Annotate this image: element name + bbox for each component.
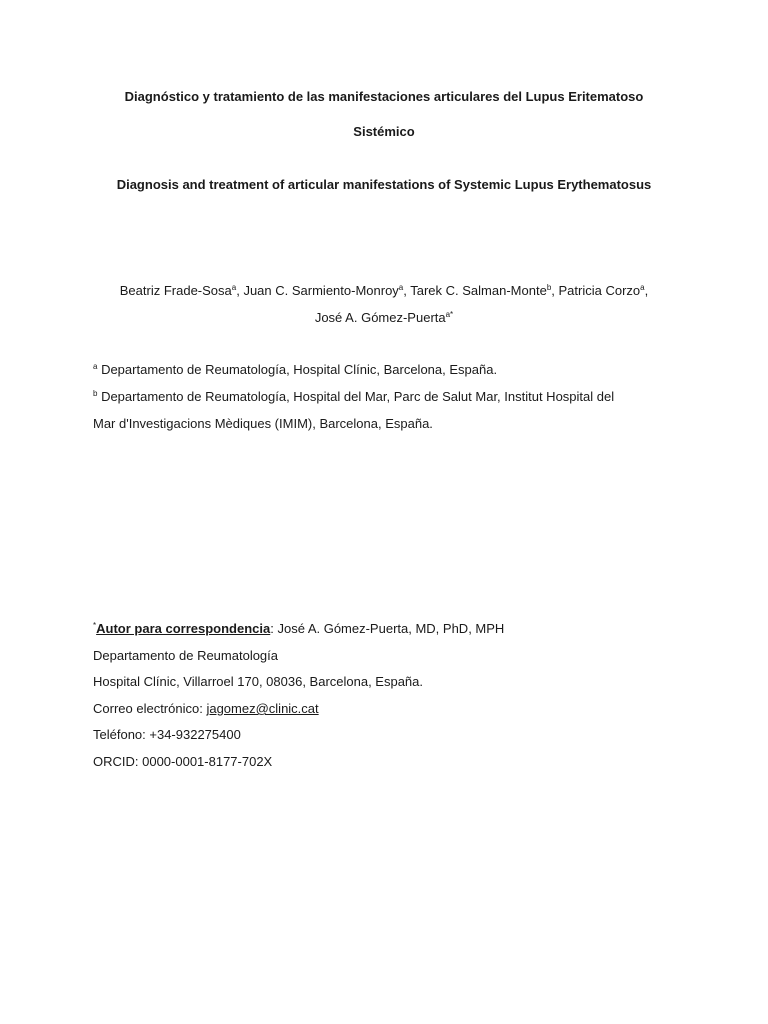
author-affiliation-mark: a [231,283,237,292]
author-separator: , [551,283,559,298]
author-affiliation-mark: a [398,283,404,292]
author-separator: , [644,283,649,298]
author-name: Patricia Corzo [558,283,641,298]
author-name: Juan C. Sarmiento-Monroy [243,283,399,298]
affiliation-mark: b [93,389,98,398]
author-name: Tarek C. Salman-Monte [410,283,547,298]
correspondence-phone: Teléfono: +34-932275400 [93,727,241,742]
affiliation-text: Departamento de Reumatología, Hospital Clínic, Barcelona, España. [97,362,498,377]
correspondence-orcid: ORCID: 0000-0001-8177-702X [93,754,273,769]
title-english: Diagnosis and treatment of articular manifestations of Systemic Lupus Erythematosus [116,177,652,192]
authors-line-1 [0,283,768,299]
affiliation-mark: a [93,362,98,371]
author-affiliation-mark: a [640,283,645,292]
author-affiliation-mark: a* [445,310,454,319]
title-spanish-line-1: Diagnóstico y tratamiento de las manifestaciones articulares del Lupus Eritematoso [124,89,644,104]
correspondence-mark: * [93,621,97,630]
affiliation-text: Departamento de Reumatología, Hospital del Mar, Parc de Salut Mar, Institut Hospital del [97,389,615,404]
correspondence-author [93,621,504,637]
correspondence-address: Hospital Clínic, Villarroel 170, 08036, Barcelona, España. [93,674,424,689]
author-separator: , [403,283,411,298]
affiliation-a [93,362,497,378]
correspondence-label: Autor para correspondencia [96,621,271,636]
author-affiliation-mark: b [546,283,552,292]
affiliation-b-line-1 [93,389,614,405]
author-name: José A. Gómez-Puerta [314,310,446,325]
affiliation-b-line-2: Mar d'Investigacions Mèdiques (IMIM), Barcelona, España. [93,416,433,431]
correspondence-name: : José A. Gómez-Puerta, MD, PhD, MPH [270,621,505,636]
email-label: Correo electrónico: [93,701,207,716]
correspondence-department: Departamento de Reumatología [93,648,279,663]
title-spanish-line-2: Sistémico [353,124,415,139]
correspondence-email-line [93,701,319,717]
authors-line-2 [0,310,768,326]
author-name: Beatriz Frade-Sosa [119,283,232,298]
author-separator: , [236,283,244,298]
email-link[interactable]: jagomez@clinic.cat [206,701,319,716]
